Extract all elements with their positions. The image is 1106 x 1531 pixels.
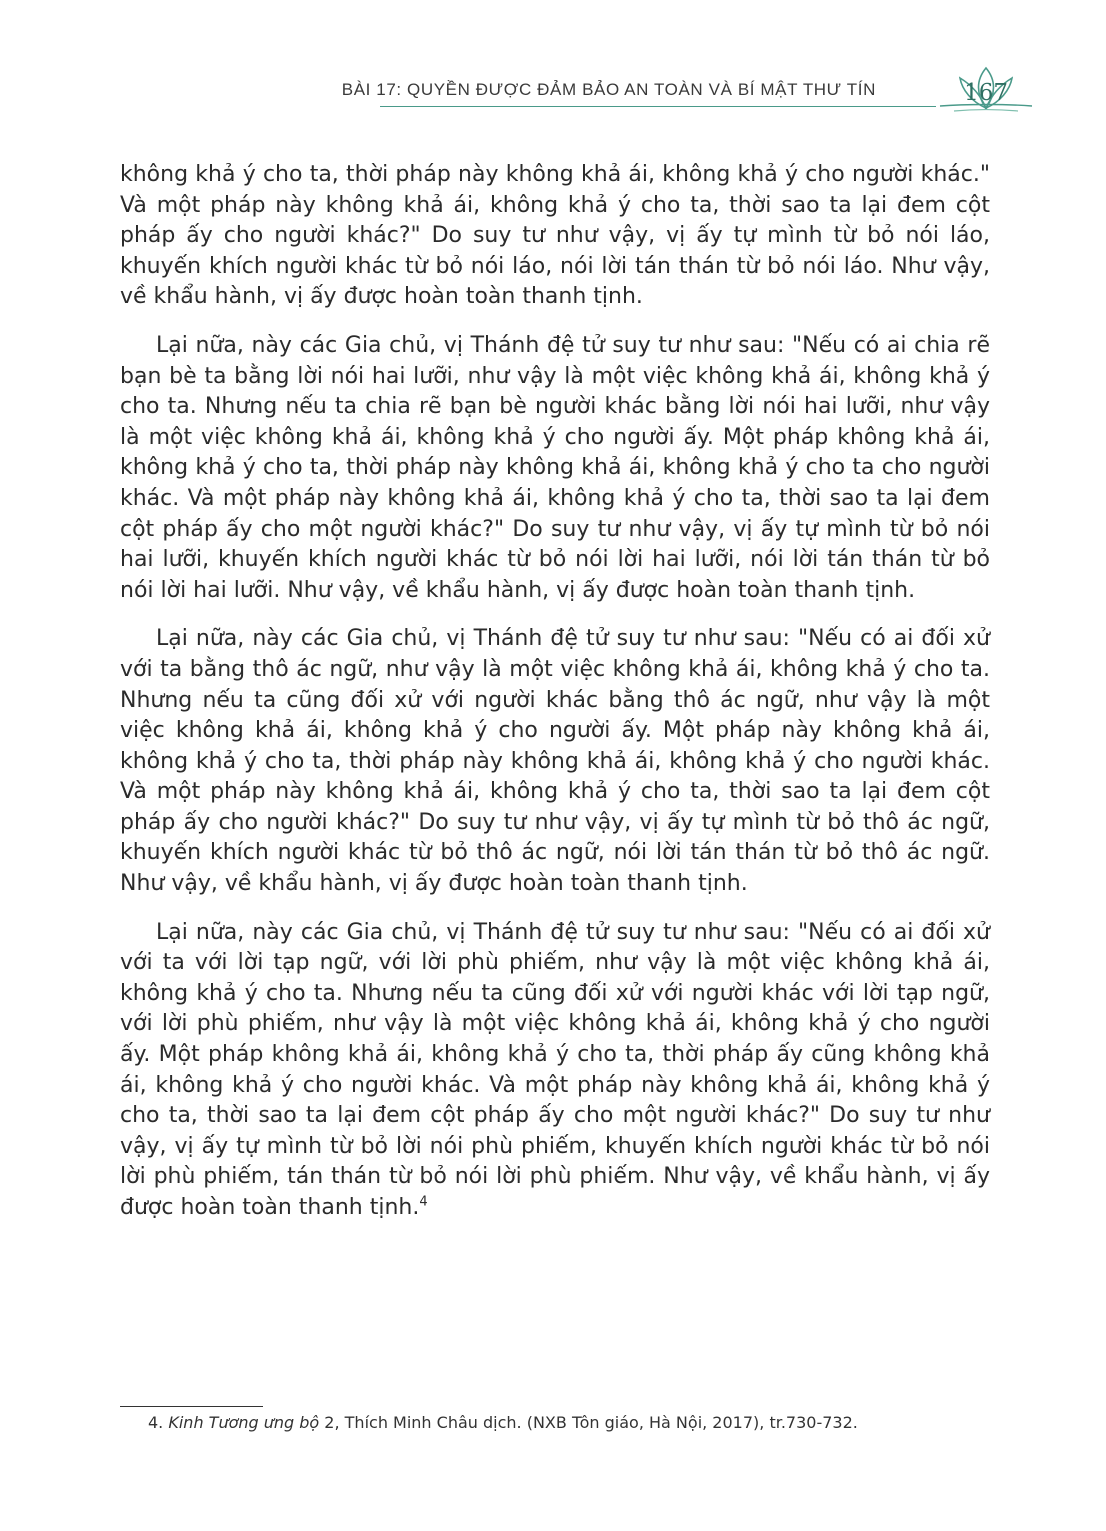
header-divider: [380, 106, 936, 107]
paragraph-3: Lại nữa, này các Gia chủ, vị Thánh đệ tử suy tư như sau: "Nếu có ai đối xử với ta bằng thô ác ngữ, như vậy là một việc không khả ái, không khả ý cho ta. Nhưng nếu ta cũng đối xử với người khác bằng thô ác ngữ, như vậy là một việc không khả ái, không khả ý cho người ấy. Một pháp này không khả ái, không khả ý cho ta, thời pháp này không khả ái, không khả ý cho người khác. Và một pháp này không khả ái, không khả ý cho ta, thời sao ta lại đem cột pháp ấy cho người khác?" Do suy tư như vậy, vị ấy tự mình từ bỏ thô ác ngữ, khuyến khích người khác từ bỏ thô ác ngữ, nói lời tán thán từ bỏ thô ác ngữ. Như vậy, về khẩu hành, vị ấy được hoàn toàn thanh tịnh.: [120, 626, 990, 897]
body-text: [120, 160, 990, 1242]
footnote-divider: [120, 1406, 263, 1407]
page-number: 167: [964, 80, 1008, 106]
footnote-details: 2, Thích Minh Châu dịch. (NXB Tôn giáo, Hà Nội, 2017), tr.730-732.: [319, 1413, 858, 1432]
footnote-ref[interactable]: 4: [419, 1194, 428, 1210]
page-header: [341, 70, 1036, 110]
paragraph-1: không khả ý cho ta, thời pháp này không khả ái, không khả ý cho người khác." Và một pháp này không khả ái, không khả ý cho ta, thời sao ta lại đem cột pháp ấy cho người khác?" Do suy tư như vậy, vị ấy tự mình từ bỏ nói láo, khuyến khích người khác từ bỏ nói láo, nói lời tán thán từ bỏ nói láo. Như vậy, về khẩu hành, vị ấy được hoàn toàn thanh tịnh.: [120, 162, 990, 310]
chapter-title: BÀI 17: QUYỀN ĐƯỢC ĐẢM BẢO AN TOÀN VÀ BÍ MẬT THƯ TÍN: [341, 80, 876, 99]
paragraph-4: Lại nữa, này các Gia chủ, vị Thánh đệ tử suy tư như sau: "Nếu có ai đối xử với ta với lời tạp ngữ, với lời phù phiếm, như vậy là một việc không khả ái, không khả ý cho ta. Nhưng nếu ta cũng đối xử với người khác với lời tạp ngữ, với lời phù phiếm, như vậy là một việc không khả ái, không khả ý cho người ấy. Một pháp không khả ái, không khả ý cho ta, thời pháp ấy cũng không khả ái, không khả ý cho người khác. Và một pháp này không khả ái, không khả ý cho ta, thời sao ta lại đem cột pháp ấy cho một người khác?" Do suy tư như vậy, vị ấy tự mình từ bỏ lời nói phù phiếm, khuyến khích người khác từ bỏ nói lời phù phiếm, tán thán từ bỏ nói lời phù phiếm. Như vậy, về khẩu hành, vị ấy được hoàn toàn thanh tịnh.$^4$: [120, 919, 990, 1220]
footnote-number: 4.: [148, 1413, 164, 1432]
footnote: [148, 1413, 988, 1432]
paragraph-2: Lại nữa, này các Gia chủ, vị Thánh đệ tử suy tư như sau: "Nếu có ai chia rẽ bạn bè ta bằng lời nói hai lưỡi, như vậy là một việc không khả ái, không khả ý cho ta. Nhưng nếu ta chia rẽ bạn bè người khác bằng lời nói hai lưỡi, như vậy là một việc không khả ái, không khả ý cho người ấy. Một pháp không khả ái, không khả ý cho ta, thời pháp này không khả ái, không khả ý cho ta cho người khác. Và một pháp này không khả ái, không khả ý cho ta, thời sao ta lại đem cột pháp ấy cho một người khác?" Do suy tư như vậy, vị ấy tự mình từ bỏ nói hai lưỡi, khuyến khích người khác từ bỏ nói lời hai lưỡi, nói lời tán thán từ bỏ nói lời hai lưỡi. Như vậy, về khẩu hành, vị ấy được hoàn toàn thanh tịnh.: [120, 332, 990, 603]
footnote-source-title: Kinh Tương ưng bộ: [168, 1413, 320, 1432]
